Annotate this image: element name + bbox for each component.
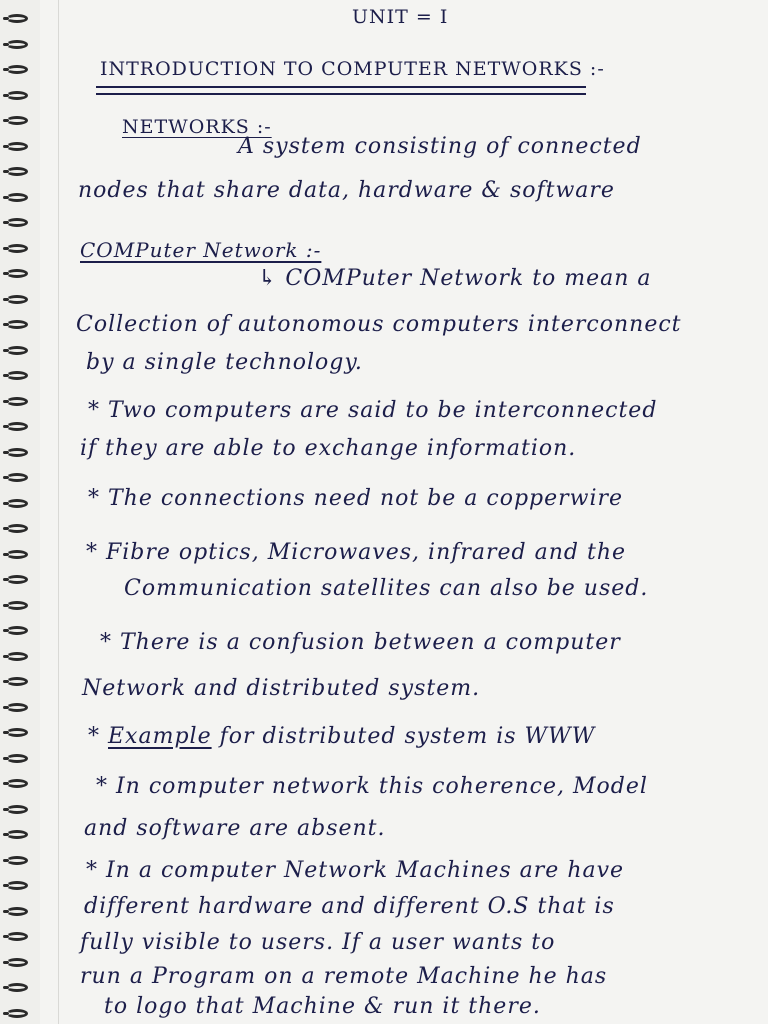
spiral-ring [6,346,28,355]
spiral-ring [6,499,28,508]
spiral-ring [6,601,28,610]
spiral-ring [6,754,28,763]
point-3-line-2: Communication satellites can also be used. [124,576,649,601]
spiral-ring [6,91,28,100]
spiral-ring [6,116,28,125]
point-5-prefix: * [88,724,108,749]
margin-line [58,0,59,1024]
spiral-ring [6,14,28,23]
unit-title: UNIT = I [352,6,449,28]
spiral-ring [6,575,28,584]
point-1-line-2: if they are able to exchange information. [80,436,577,461]
point-7-line-3: fully visible to users. If a user wants to [80,930,556,955]
spiral-ring [6,269,28,278]
networks-definition-line-1: A system consisting of connected [238,134,642,159]
spiral-ring [6,473,28,482]
spiral-ring [6,626,28,635]
spiral-ring [6,65,28,74]
heading-underline [96,86,586,95]
spiral-ring [6,983,28,992]
spiral-ring [6,907,28,916]
spiral-ring [6,779,28,788]
spiral-ring [6,881,28,890]
point-7-line-5: to logo that Machine & run it there. [104,994,541,1019]
notebook-spiral-binding [0,0,40,1024]
point-3-line-1: * Fibre optics, Microwaves, infrared and the [86,540,627,565]
example-label: Example [108,724,212,749]
spiral-ring [6,830,28,839]
computer-network-definition-line-3: by a single technology. [86,350,363,375]
spiral-ring [6,142,28,151]
spiral-ring [6,932,28,941]
spiral-ring [6,524,28,533]
spiral-ring [6,728,28,737]
point-5-text: for distributed system is WWW [211,724,596,749]
computer-network-heading: COMPuter Network :- [80,238,322,262]
spiral-ring [6,550,28,559]
point-5 [88,724,595,749]
point-7-line-4: run a Program on a remote Machine he has [80,964,608,989]
spiral-ring [6,448,28,457]
spiral-ring [6,193,28,202]
point-1-line-1: * Two computers are said to be interconnected [88,398,658,423]
spiral-ring [6,856,28,865]
point-6-line-1: * In computer network this coherence, Model [96,774,648,799]
point-2: * The connections need not be a copperwire [88,486,624,511]
computer-network-definition-line-2: Collection of autonomous computers interconnect [76,312,682,337]
point-6-line-2: and software are absent. [84,816,386,841]
spiral-ring [6,703,28,712]
spiral-ring [6,167,28,176]
spiral-ring [6,320,28,329]
spiral-ring [6,371,28,380]
point-4-line-1: * There is a confusion between a computer [100,630,621,655]
spiral-ring [6,218,28,227]
point-7-line-2: different hardware and different O.S that is [84,894,615,919]
spiral-ring [6,244,28,253]
spiral-ring [6,677,28,686]
spiral-ring [6,40,28,49]
spiral-ring [6,805,28,814]
point-7-line-1: * In a computer Network Machines are have [86,858,625,883]
spiral-ring [6,1009,28,1018]
spiral-ring [6,397,28,406]
networks-definition-line-2: nodes that share data, hardware & software [78,178,615,203]
spiral-ring [6,958,28,967]
spiral-ring [6,295,28,304]
networks-heading: NETWORKS :- [122,116,272,138]
computer-network-definition-line-1: ↳ COMPuter Network to mean a [258,266,652,291]
spiral-ring [6,652,28,661]
spiral-ring [6,422,28,431]
main-heading: INTRODUCTION TO COMPUTER NETWORKS :- [100,58,605,80]
point-4-line-2: Network and distributed system. [82,676,481,701]
